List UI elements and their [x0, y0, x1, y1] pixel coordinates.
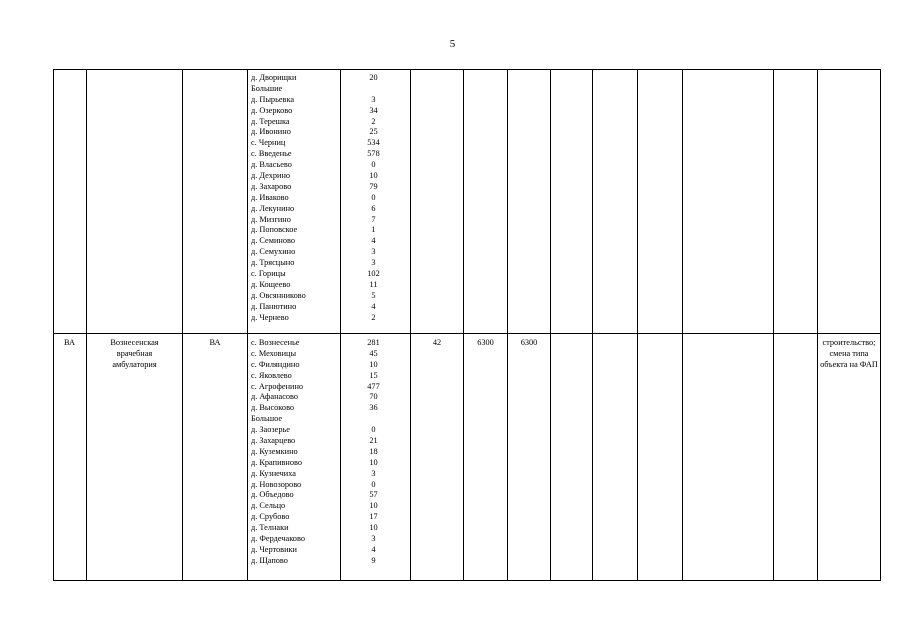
- population-value: 57: [369, 490, 378, 500]
- population-cell: [341, 334, 411, 581]
- population-value: 0: [371, 192, 376, 202]
- population-value: 3: [371, 258, 376, 268]
- population-value: 36: [369, 403, 378, 413]
- settlement-name: с. Яковлево: [251, 370, 292, 380]
- type-cell: [183, 70, 248, 334]
- value-cell: 42: [411, 334, 464, 581]
- population-value: 0: [371, 160, 376, 170]
- population-value: 2: [371, 312, 376, 322]
- settlement-name: д. Поповское: [251, 225, 298, 235]
- population-value: 25: [369, 127, 378, 137]
- settlement-name: д. Чернево: [251, 312, 289, 322]
- table-row: [54, 70, 881, 334]
- settlement-name: д. Объедово: [251, 490, 294, 500]
- population-value: 578: [367, 149, 380, 159]
- empty-cell: [508, 70, 551, 334]
- settlement-name: д. Захарово: [251, 181, 292, 191]
- empty-cell: [774, 334, 818, 581]
- empty-cell: [774, 70, 818, 334]
- population-value: [341, 84, 410, 95]
- empty-cell: [683, 334, 774, 581]
- settlement-name: д. Семиново: [251, 236, 295, 246]
- code-cell: [54, 70, 87, 334]
- population-value: 7: [371, 214, 376, 224]
- population-value: 281: [367, 338, 380, 347]
- settlement-name: д. Заозерье: [251, 425, 290, 435]
- population-value: 6: [371, 203, 376, 213]
- settlement-name: д. Семухино: [251, 247, 296, 257]
- settlement-name: д. Пырьевка: [251, 94, 295, 104]
- settlement-name: д. Трясцыно: [251, 258, 295, 268]
- settlement-name: д. Дворищки: [251, 73, 297, 82]
- population-value: 10: [369, 457, 378, 467]
- population-value: 1: [371, 225, 376, 235]
- note-text: строительство; смена типа объекта на ФАП: [820, 338, 878, 369]
- settlement-name: д. Новозорово: [251, 479, 302, 489]
- settlement-name: д. Высоково: [251, 403, 295, 413]
- settlement-name: д. Щапово: [251, 555, 288, 565]
- settlement-name: д. Афанасово: [251, 392, 299, 402]
- population-value: 34: [369, 105, 378, 115]
- population-value: 10: [369, 171, 378, 181]
- population-value: 5: [371, 290, 376, 300]
- facility-name-cell: [87, 70, 183, 334]
- settlement-name: Большое: [251, 414, 283, 424]
- settlement-name: д. Ивонино: [251, 127, 291, 137]
- settlements-cell: [248, 70, 341, 334]
- settlement-name: д. Сельцо: [251, 501, 286, 511]
- settlement-name: д. Кощеево: [251, 279, 291, 289]
- population-value: 18: [369, 446, 378, 456]
- empty-cell: [638, 334, 683, 581]
- population-value: 10: [369, 359, 378, 369]
- settlement-name: с. Введенье: [251, 149, 292, 159]
- population-value: 477: [367, 381, 380, 391]
- population-value: 534: [367, 138, 380, 148]
- settlements-cell: [248, 334, 341, 581]
- code-cell: ВА: [54, 334, 87, 581]
- settlement-name: с. Горицы: [251, 269, 286, 279]
- empty-cell: [551, 334, 593, 581]
- population-value: 4: [371, 236, 376, 246]
- population-value: 2: [371, 116, 376, 126]
- value-cell: 6300: [508, 334, 551, 581]
- settlement-name: д. Панютино: [251, 301, 297, 311]
- table-row: [54, 334, 881, 581]
- empty-cell: [593, 334, 638, 581]
- empty-cell: [464, 70, 508, 334]
- population-value: 11: [369, 279, 378, 289]
- settlement-name: с. Меховицы: [251, 348, 297, 358]
- population-value: 3: [371, 94, 376, 104]
- value-cell: 6300: [464, 334, 508, 581]
- settlement-name: д. Фердечаково: [251, 534, 305, 544]
- population-value: 0: [371, 479, 376, 489]
- population-value: 20: [369, 73, 378, 82]
- population-value: 4: [371, 301, 376, 311]
- type-cell: ВА: [183, 334, 248, 581]
- settlement-name: с. Вознесенье: [251, 338, 300, 347]
- settlement-name: д. Телнаки: [251, 523, 289, 533]
- population-value: 70: [369, 392, 378, 402]
- facility-name-cell: [87, 334, 183, 581]
- population-value: 4: [371, 544, 376, 554]
- note-cell: [818, 70, 881, 334]
- document-table: [53, 69, 881, 581]
- settlement-name: д. Захарцево: [251, 436, 296, 446]
- empty-cell: [411, 70, 464, 334]
- population-value: 10: [369, 523, 378, 533]
- population-cell: [341, 70, 411, 334]
- settlement-name: с. Филяндино: [251, 359, 300, 369]
- settlement-name: с. Черниц: [251, 138, 286, 148]
- settlement-name: д. Терешка: [251, 116, 290, 126]
- empty-cell: [638, 70, 683, 334]
- population-value: 10: [369, 501, 378, 511]
- population-value: 102: [367, 269, 380, 279]
- page-number: 5: [449, 38, 456, 50]
- population-value: [341, 414, 410, 425]
- population-value: 45: [369, 348, 378, 358]
- settlement-name: д. Иваково: [251, 192, 289, 202]
- population-value: 79: [369, 181, 378, 191]
- settlement-name: д. Озерково: [251, 105, 293, 115]
- settlement-name: д. Лекунино: [251, 203, 295, 213]
- settlement-name: Большие: [251, 83, 283, 93]
- settlement-name: д. Овсянниково: [251, 290, 306, 300]
- facility-name: Вознесенская врачебная амбулатория: [110, 338, 159, 369]
- population-value: 3: [371, 534, 376, 544]
- population-value: 3: [371, 468, 376, 478]
- settlement-name: д. Срубово: [251, 512, 290, 522]
- empty-cell: [593, 70, 638, 334]
- settlement-name: д. Кузнечиха: [251, 468, 296, 478]
- settlement-name: д. Власьево: [251, 160, 292, 170]
- population-value: 17: [369, 512, 378, 522]
- population-value: 15: [369, 370, 378, 380]
- population-value: 3: [371, 247, 376, 257]
- population-value: 21: [369, 436, 378, 446]
- settlement-name: д. Крапивново: [251, 457, 303, 467]
- empty-cell: [683, 70, 774, 334]
- note-cell: [818, 334, 881, 581]
- population-value: 0: [371, 425, 376, 435]
- settlement-name: д. Мизгино: [251, 214, 291, 224]
- settlement-name: с. Агрофенино: [251, 381, 304, 391]
- settlement-name: д. Чертовики: [251, 544, 297, 554]
- settlement-name: д. Дехрино: [251, 171, 291, 181]
- settlement-name: д. Куземкино: [251, 446, 298, 456]
- empty-cell: [551, 70, 593, 334]
- population-value: 9: [371, 555, 376, 565]
